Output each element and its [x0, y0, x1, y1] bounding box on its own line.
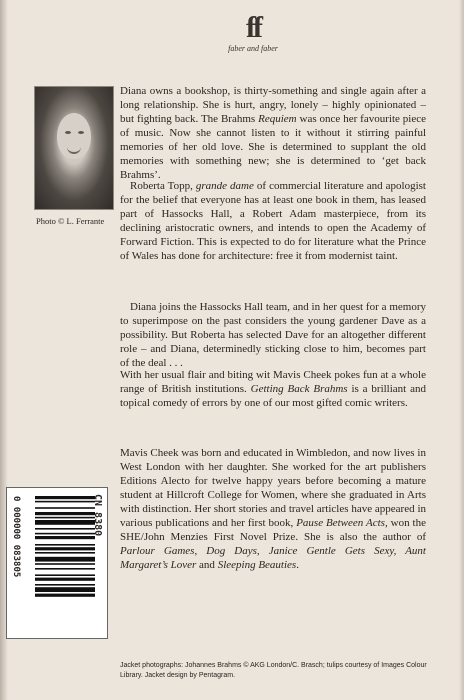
blurb-paragraph-4 [120, 368, 426, 410]
blurb-p3-text: Diana joins the Hassocks Hall team, and in her quest for a memory to superimpose on the past considers the young gardener Dave as a possibility. But Roberta has selected Dave for an altogether different role – and Diana, determinedly sticking close to him, becomes part of the deal . . . [120, 301, 426, 369]
bio-text-a: Mavis Cheek was born and educated in Wimbledon, and now lives in West London with her daughter. She worked for the art publishers Editions Alecto for twelve happy years before becoming a mature student at Hillcroft College for Women, where she graduated in Arts with distinction. Her short stories and travel articles have appeared in various publications and her first book, [120, 447, 426, 529]
author-photo-eye-right [78, 131, 84, 134]
blurb-paragraph-2 [120, 179, 426, 263]
publisher-name: faber and faber [228, 44, 278, 53]
author-bio [120, 446, 426, 572]
barcode-bars [11, 492, 103, 634]
isbn-barcode [6, 487, 108, 639]
bio-text-c: and [196, 559, 218, 571]
author-photo [34, 86, 114, 210]
publisher-logo [228, 11, 278, 53]
bio-books-2: Parlour Games, Dog Days, Janice Gentle Gets Sexy, Aunt Margaret’s Lover [120, 545, 426, 571]
blurb-p4-text-a: With her usual flair and biting wit Mavis Cheek pokes fun at a whole range of British institutions. [120, 369, 426, 395]
photo-credit: Photo © L. Ferrante [36, 216, 105, 226]
jacket-right-edge [459, 0, 464, 700]
blurb-p2-text-a: Roberta Topp, [130, 180, 196, 192]
author-photo-eye-left [65, 131, 71, 134]
bio-text-d: . [296, 559, 299, 571]
barcode-code: CN 8380 [92, 494, 103, 537]
blurb-p1-text-b: was once her favourite piece of music. Now she cannot listen to it without it stirring painful memories of her old love. She is determined to supplant the old memories with something new; she is determined to ‘get back Brahms’. [120, 113, 426, 181]
blurb-p1-text-a: Diana owns a bookshop, is thirty-something and single again after a long relationship. She is hurt, angry, lonely – highly opinionated – but fighting back. The Brahms [120, 85, 426, 125]
blurb-p2-text-b: of commercial literature and apologist for the belief that everyone has at least one book in them, has leased part of Hassocks Hall, a Robert Adam masterpiece, from its declining aristocratic owners, and intends to open the Academy of Forward Fiction. This is expected to do for literature what the Prince of Wales has done for architecture: free it from modernist taint. [120, 180, 426, 262]
bio-text-b: , won the SHE/John Menzies First Novel Prize. She is also the author of [120, 517, 426, 543]
jacket-credits: Jacket photographs: Johannes Brahms © AKG London/C. Brasch; tulips courtesy of Images Colour Library. Jacket design by Pentagram. [120, 662, 427, 679]
blurb-p1-title: Requiem [258, 113, 297, 125]
blurb-p2-emphasis: grande dame [195, 180, 254, 192]
blurb-paragraph-1 [120, 84, 426, 182]
blurb-p4-title: Getting Back Brahms [250, 383, 348, 395]
bio-book-3: Sleeping Beauties [217, 559, 297, 571]
publisher-logo-mark: ff [246, 11, 260, 44]
bio-book-1: Pause Between Acts [296, 517, 385, 529]
blurb-p4-text-b: is a brilliant and topical comedy of errors by one of our most gifted comic writers. [120, 383, 426, 409]
blurb-paragraph-3 [120, 300, 426, 370]
barcode-number: 0 000000 083805 [11, 496, 21, 578]
